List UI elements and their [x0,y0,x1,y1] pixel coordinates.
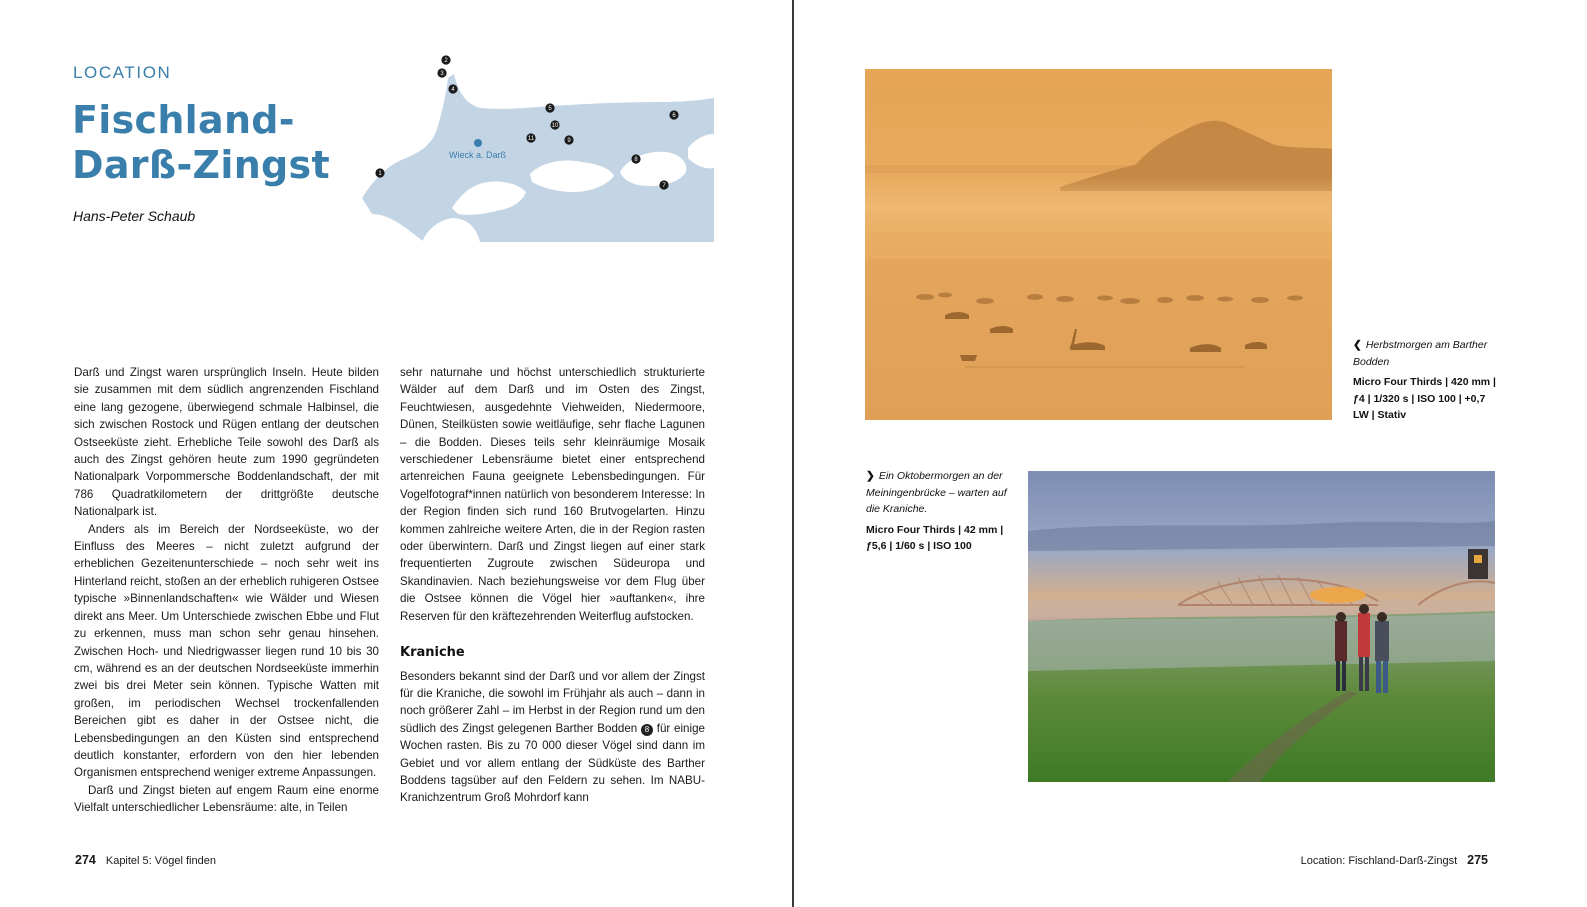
people-silhouettes [1335,604,1389,693]
paragraph: Anders als im Bereich der Nordseeküste, wo der Einfluss des Meeres – nicht zuletzt aufgrund der erheblichen Gezeitenunterschiede – noch sehr weit ins Hinterland reicht, stoßen an der erheblich ruhigeren Ostsee typische »Binnenlandschaften« wie Wälder und Wiesen direkt ans Meer. Um Unterschiede zwischen Ebbe und Flut zu erkennen, muss man schon sehr genau hinsehen. Zwischen Hoch- und Niedrigwasser liegen rund 10 bis 30 cm, während es an der deutschen Nordseeküste immerhin zwei bis drei Meter sein können. Typische Watten mit großen, im periodischen Wechsel trockenfallenden Bereichen gibt es daher in der Ostsee nicht, die Lebensbedingungen an den Küsten sind entsprechend deutlich konstanter, erfordern von den hier lebenden Organismen entsprechend weniger extreme Anpassungen. [74,522,379,780]
map-marker-10[interactable] [550,120,559,129]
paragraph: sehr naturnahe und höchst unterschiedlich strukturierte Wälder auf dem Darß und im Osten des Zingst, Feuchtwiesen, ausgedehnte Viehweiden, Niedermoore, Dünen, Steilküsten sowie weitläufige, sehr flache Lagunen – die Bodden. Dieses teils sehr kleinräumige Mosaik verschiedener Lebensräume bietet einer entsprechend artenreichen Fauna geeignete Lebensbedingungen. Für Vogelfotograf*innen natürlich von besonderem Interesse: In der Region finden sich rund 160 Brutvogelarten. Hinzu kommen zahlreiche weitere Arten, die in der Region rasten oder überwintern. Darß und Zingst liegen auf einer stark frequentierten Zugroute zwischen Südeuropa und Skandinavien. Nach beziehungsweise vor dem Flug über die Ostsee können die Vögel hier »auftanken«, ihre Reserven für den kräftezehrenden Weiterflug aufstocken. [400,366,705,623]
title-line-1: Fischland- [72,98,295,142]
caption-technical-data: Micro Four Thirds | 420 mm | ƒ4 | 1/320 s | ISO 100 | +0,7 LW | Stativ [1353,376,1496,421]
arrow-left-icon: ❮ [1353,339,1362,351]
svg-text:10: 10 [551,123,559,130]
map-marker-9[interactable] [564,135,573,144]
caption-description [1353,337,1503,370]
subheading-kraniche: Kraniche [400,645,465,661]
photo-meiningenbruecke [1028,471,1495,782]
map-marker-4[interactable] [448,84,457,93]
photo-caption-1 [1353,337,1503,424]
page-title [72,98,330,188]
paragraph: Darß und Zingst waren ursprünglich Inseln. Heute bilden sie zusammen mit dem südlich angrenzenden Fischland eine lang gezogene, überwiegend schmale Halbinsel, die sich zwischen Rostock und Rügen entlang der deutschen Ostseeküste zieht. Erhebliche Teile sowohl des Darß als auch des Zingst gehören heute zum 1990 gegründeten Nationalpark Vorpommersche Boddenlandschaft, der mit 786 Quadratkilometern der drittgrößte deutsche Nationalpark ist. [74,366,379,519]
paragraph-text: für einige Wochen rasten. Bis zu 70 000 dieser Vögel sind dann im Gebiet und vor allem entlang der Südküste des Barther Boddens tagsüber auf den Feldern zu sehen. Im NABU-Kranichzentrum Groß Mohrdorf kann [400,721,705,805]
photo-herbstmorgen [865,69,1332,420]
map-marker-3[interactable] [437,68,446,77]
caption-description [866,468,1016,518]
svg-text:1: 1 [378,171,382,178]
map-marker-11[interactable] [526,133,535,142]
paragraph: Darß und Zingst bieten auf engem Raum eine enorme Vielfalt unterschiedlicher Lebensräume: alte, in Teilen [74,783,379,815]
map-marker-5[interactable] [545,103,554,112]
caption-text: Herbstmorgen am Barther Bodden [1353,339,1488,368]
svg-text:4: 4 [451,87,455,94]
map-marker-1[interactable] [375,168,384,177]
svg-text:2: 2 [444,58,448,65]
svg-text:11: 11 [527,136,535,143]
page-number: 274 [75,853,96,867]
arrow-right-icon: ❯ [866,470,875,482]
location-map [362,52,714,242]
author-name: Hans-Peter Schaub [73,208,196,224]
caption-technical-data: Micro Four Thirds | 42 mm | ƒ5,6 | 1/60 s | ISO 100 [866,523,1004,552]
map-marker-6[interactable] [669,110,678,119]
svg-text:3: 3 [440,71,444,78]
map-marker-7[interactable] [659,180,668,189]
text-column-1 [74,364,379,817]
photo-caption-2 [866,468,1016,555]
section-kicker: LOCATION [73,63,172,82]
chapter-title: Kapitel 5: Vögel finden [105,855,216,867]
paragraph [400,668,705,807]
paragraph-text: Besonders bekannt sind der Darß und vor allem der Zingst für die Kraniche, die sowohl im Frühjahr als auch – dann in noch größerer Zahl – im Herbst in der Region rund um den südlich des Zingst gelegenen Barther Bodden [400,669,705,735]
svg-text:6: 6 [672,113,676,120]
svg-text:8: 8 [634,157,638,164]
text-column-2 [400,364,705,807]
section-title: Location: Fischland-Darß-Zingst [1300,855,1458,867]
page-number: 275 [1467,853,1488,867]
map-place-dot [474,139,482,147]
svg-text:9: 9 [567,138,571,145]
right-page [794,0,1587,907]
svg-text:7: 7 [662,183,666,190]
left-page [0,0,792,907]
svg-text:5: 5 [548,106,552,113]
title-line-2: Darß-Zingst [72,143,330,187]
map-reference-marker[interactable]: 8 [641,724,653,736]
footer-right [1301,853,1488,867]
map-marker-8[interactable] [631,154,640,163]
map-marker-2[interactable] [441,55,450,64]
caption-text: Ein Oktobermorgen an der Meiningenbrücke – warten auf die Kraniche. [866,470,1007,515]
map-place-label: Wieck a. Darß [449,150,507,160]
footer-left [75,853,216,867]
